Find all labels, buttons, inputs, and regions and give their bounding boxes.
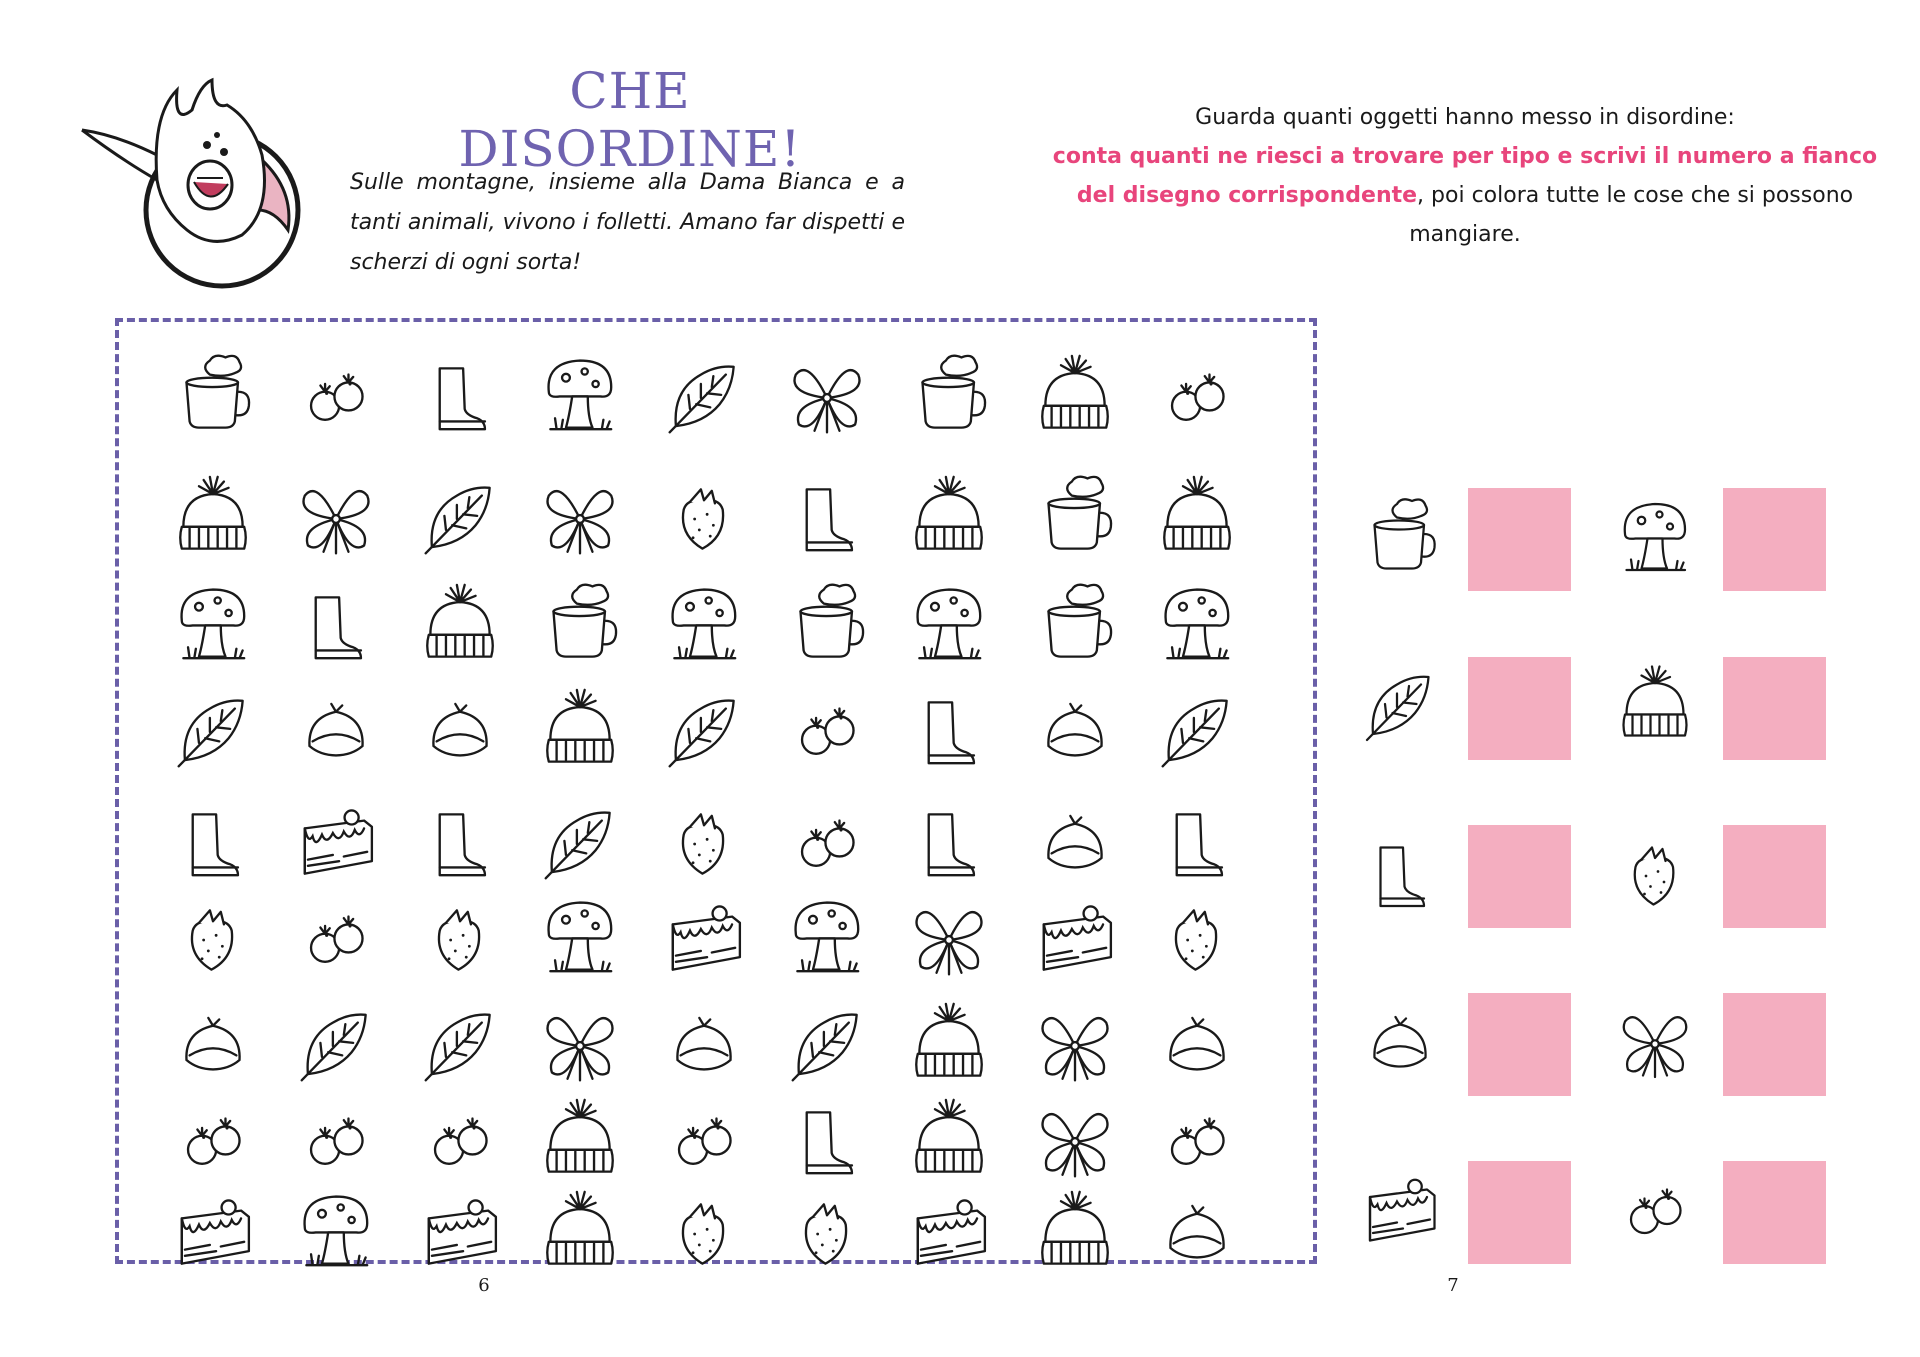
chestnut-icon <box>433 704 486 755</box>
bow-icon <box>548 1018 613 1080</box>
mushroom-icon <box>305 1197 368 1266</box>
mushroom-icon <box>182 590 245 659</box>
leaf-legend-icon <box>1367 677 1429 740</box>
hat-icon <box>547 1100 613 1172</box>
strawberry-icon <box>806 1204 846 1263</box>
bow-icon <box>917 912 982 974</box>
tomatoes-icon <box>311 375 362 420</box>
tomatoes-icon <box>435 1119 486 1164</box>
cake-icon <box>1044 906 1111 969</box>
count-box-bow[interactable] <box>1723 993 1826 1096</box>
leaf-icon <box>302 1015 366 1081</box>
mug-icon <box>922 356 985 428</box>
hat-icon <box>1164 477 1230 549</box>
chestnut-icon <box>1170 1206 1223 1257</box>
boot-legend-icon <box>1381 848 1425 907</box>
chestnut-icon <box>677 1018 730 1069</box>
leaf-icon <box>426 1015 490 1081</box>
cake-icon <box>673 906 740 969</box>
count-box-tomatoes[interactable] <box>1723 1161 1826 1264</box>
boot-icon <box>193 814 238 875</box>
tomatoes-icon <box>311 917 362 962</box>
mushroom-icon <box>1166 590 1229 659</box>
page-number-left: 6 <box>478 1275 490 1296</box>
hat-icon <box>1042 356 1108 428</box>
instructions-text <box>1030 98 1900 254</box>
hat-icon <box>916 1004 982 1076</box>
boot-icon <box>440 814 485 875</box>
mug-icon <box>186 356 249 428</box>
hat-icon <box>916 1100 982 1172</box>
instructions-part1: Guarda quanti oggetti hanno messo in disordine: <box>1195 105 1735 130</box>
chestnut-icon <box>309 704 362 755</box>
bow-legend-icon <box>1624 1017 1687 1077</box>
count-box-leaf[interactable] <box>1468 657 1571 760</box>
leaf-icon <box>426 488 490 554</box>
cake-icon <box>918 1200 985 1263</box>
mug-icon <box>1048 477 1111 549</box>
story-text: Sulle montagne, insieme alla Dama Bianca e a tanti animali, vivono i folletti. Amano far dispetti e scherzi di ogni sorta! <box>350 170 905 275</box>
hat-legend-icon <box>1624 667 1687 736</box>
tomatoes-icon <box>188 1119 239 1164</box>
tomatoes-icon <box>1172 1119 1223 1164</box>
tomatoes-icon <box>802 821 853 866</box>
mug-icon <box>800 585 863 657</box>
hat-icon <box>180 477 246 549</box>
puzzle-grid <box>119 322 1313 1260</box>
instructions-part2: , poi colora tutte le cose che si possono mangiare. <box>1409 183 1854 247</box>
page-title: CHE DISORDINE! <box>458 62 802 178</box>
mushroom-legend-icon <box>1625 504 1685 570</box>
strawberry-icon <box>192 910 232 969</box>
hat-icon <box>916 477 982 549</box>
boot-icon <box>316 597 361 658</box>
mug-legend-icon <box>1375 499 1435 568</box>
bow-icon <box>1043 1018 1108 1080</box>
tomatoes-icon <box>679 1119 730 1164</box>
strawberry-icon <box>683 489 723 548</box>
bow-icon <box>304 491 369 553</box>
strawberry-icon <box>683 814 723 873</box>
count-box-mushroom[interactable] <box>1723 488 1826 591</box>
count-box-chestnut[interactable] <box>1468 993 1571 1096</box>
tomatoes-icon <box>311 1119 362 1164</box>
page-number-right: 7 <box>1447 1275 1459 1296</box>
strawberry-icon <box>439 910 479 969</box>
leaf-icon <box>670 367 734 433</box>
strawberry-icon <box>683 1204 723 1263</box>
mushroom-icon <box>549 361 612 430</box>
bow-icon <box>1043 1114 1108 1176</box>
boot-icon <box>929 814 974 875</box>
strawberry-legend-icon <box>1635 848 1674 905</box>
cake-legend-icon <box>1370 1180 1435 1241</box>
hat-icon <box>547 1192 613 1264</box>
chestnut-icon <box>1048 704 1101 755</box>
hat-icon <box>1042 1192 1108 1264</box>
instructions-highlight: conta quanti ne riesci a trovare per tipo e scrivi il numero a fianco del disegno corrispondente <box>1052 144 1878 208</box>
cake-icon <box>429 1200 496 1263</box>
leaf-icon <box>546 813 610 879</box>
boot-icon <box>929 702 974 763</box>
tomatoes-icon <box>1172 375 1223 420</box>
chestnut-legend-icon <box>1374 1017 1425 1067</box>
tomatoes-icon <box>802 709 853 754</box>
mug-icon <box>553 585 616 657</box>
count-box-strawberry[interactable] <box>1723 825 1826 928</box>
mushroom-icon <box>796 903 859 972</box>
cake-icon <box>182 1200 249 1263</box>
chestnut-icon <box>1170 1018 1223 1069</box>
strawberry-icon <box>1176 910 1216 969</box>
boot-icon <box>1177 814 1222 875</box>
count-box-hat[interactable] <box>1723 657 1826 760</box>
leaf-icon <box>793 1015 857 1081</box>
cake-icon <box>305 810 372 873</box>
count-box-boot[interactable] <box>1468 825 1571 928</box>
boot-icon <box>807 1112 852 1173</box>
chestnut-icon <box>1048 816 1101 867</box>
tomatoes-legend-icon <box>1631 1190 1681 1234</box>
elf-mascot-icon <box>62 60 312 290</box>
hat-icon <box>547 690 613 762</box>
count-box-mug[interactable] <box>1468 488 1571 591</box>
leaf-icon <box>1163 701 1227 767</box>
chestnut-icon <box>186 1018 239 1069</box>
leaf-icon <box>670 701 734 767</box>
count-box-cake[interactable] <box>1468 1161 1571 1264</box>
bow-icon <box>795 370 860 432</box>
mushroom-icon <box>673 590 736 659</box>
bow-icon <box>548 491 613 553</box>
mushroom-icon <box>918 590 981 659</box>
boot-icon <box>807 489 852 550</box>
mug-icon <box>1048 585 1111 657</box>
boot-icon <box>440 368 485 429</box>
mushroom-icon <box>549 903 612 972</box>
leaf-icon <box>179 701 243 767</box>
hat-icon <box>427 585 493 657</box>
